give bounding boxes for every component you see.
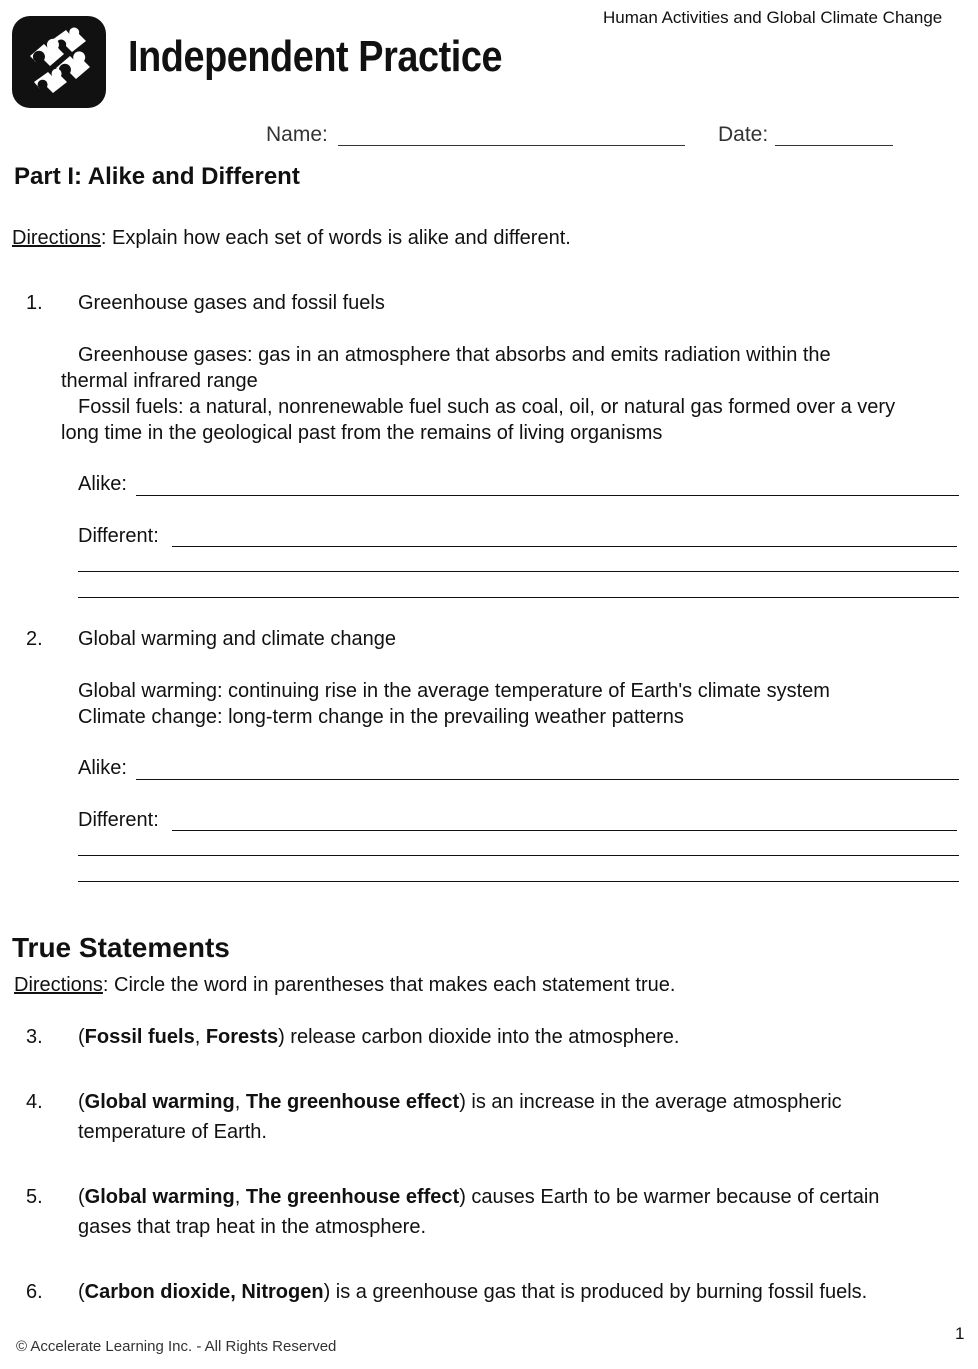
- option-1[interactable]: Global warming: [84, 1186, 235, 1208]
- item-number: 5.: [26, 1186, 43, 1208]
- statement-rest: ) is a greenhouse gas that is produced by burning fossil fuels.: [323, 1281, 868, 1303]
- option-2[interactable]: The greenhouse effect: [245, 1186, 460, 1208]
- separator: ,: [234, 1186, 246, 1208]
- option-1[interactable]: Global warming: [84, 1091, 235, 1113]
- definition-line: Fossil fuels: a natural, nonrenewable fuel such as coal, oil, or natural gas formed over a very: [78, 396, 896, 418]
- definition-line: Climate change: long-term change in the prevailing weather patterns: [78, 706, 684, 728]
- answer-line[interactable]: [78, 881, 959, 882]
- copyright: © Accelerate Learning Inc. - All Rights Reserved: [16, 1338, 337, 1355]
- puzzle-pieces-icon: [12, 16, 106, 108]
- directions-text: : Explain how each set of words is alike and different.: [100, 227, 571, 249]
- item-prompt: Greenhouse gases and fossil fuels: [78, 292, 385, 314]
- statement: [78, 1281, 867, 1304]
- statement: [78, 1091, 842, 1114]
- paren: (: [78, 1026, 85, 1048]
- name-label: Name:: [266, 123, 328, 146]
- statement-line2: temperature of Earth.: [78, 1121, 267, 1143]
- answer-line-alike[interactable]: [136, 779, 959, 780]
- item-number: 6.: [26, 1281, 43, 1303]
- option-2[interactable]: Forests: [205, 1026, 279, 1048]
- name-field[interactable]: [338, 145, 685, 146]
- item-number: 4.: [26, 1091, 43, 1113]
- part1-directions: [12, 227, 571, 250]
- options[interactable]: Carbon dioxide, Nitrogen: [84, 1281, 324, 1303]
- definition-line: Greenhouse gases: gas in an atmosphere that absorbs and emits radiation within the: [78, 344, 831, 366]
- directions-label: Directions: [12, 227, 101, 249]
- item-number: 1.: [26, 292, 43, 314]
- directions-text: : Circle the word in parentheses that makes each statement true.: [102, 974, 676, 996]
- paren: (: [78, 1091, 85, 1113]
- item-number: 3.: [26, 1026, 43, 1048]
- different-label: Different:: [78, 809, 159, 831]
- item-prompt: Global warming and climate change: [78, 628, 396, 650]
- answer-line-different[interactable]: [172, 546, 957, 547]
- directions-label: Directions: [14, 974, 103, 996]
- answer-line[interactable]: [78, 597, 959, 598]
- part1-heading: Part I: Alike and Different: [14, 163, 300, 190]
- definition-line: thermal infrared range: [61, 370, 258, 392]
- item-number: 2.: [26, 628, 43, 650]
- statement-rest: ) release carbon dioxide into the atmosphere.: [278, 1026, 680, 1048]
- definition-line: long time in the geological past from the remains of living organisms: [61, 422, 663, 444]
- option-1[interactable]: Fossil fuels: [84, 1026, 195, 1048]
- statement-rest: ) causes Earth to be warmer because of certain: [459, 1186, 880, 1208]
- answer-line-alike[interactable]: [136, 495, 959, 496]
- alike-label: Alike:: [78, 473, 127, 495]
- paren: (: [78, 1281, 85, 1303]
- paren: (: [78, 1186, 85, 1208]
- option-2[interactable]: The greenhouse effect: [245, 1091, 460, 1113]
- statement-line2: gases that trap heat in the atmosphere.: [78, 1216, 426, 1238]
- logo: [12, 16, 106, 108]
- separator: ,: [234, 1091, 246, 1113]
- statement: [78, 1026, 679, 1049]
- definition-line: Global warming: continuing rise in the average temperature of Earth's climate system: [78, 680, 830, 702]
- course-title: Human Activities and Global Climate Change: [603, 8, 943, 27]
- separator: ,: [194, 1026, 206, 1048]
- worksheet-title: Independent Practice: [128, 32, 503, 81]
- statement: [78, 1186, 879, 1209]
- answer-line[interactable]: [78, 855, 959, 856]
- different-label: Different:: [78, 525, 159, 547]
- part2-heading: True Statements: [12, 932, 230, 963]
- page-number: 1: [955, 1324, 965, 1343]
- part2-directions: [14, 974, 675, 997]
- date-label: Date:: [718, 123, 769, 146]
- alike-label: Alike:: [78, 757, 127, 779]
- answer-line[interactable]: [78, 571, 959, 572]
- answer-line-different[interactable]: [172, 830, 957, 831]
- date-field[interactable]: [775, 145, 893, 146]
- statement-rest: ) is an increase in the average atmospheric: [459, 1091, 842, 1113]
